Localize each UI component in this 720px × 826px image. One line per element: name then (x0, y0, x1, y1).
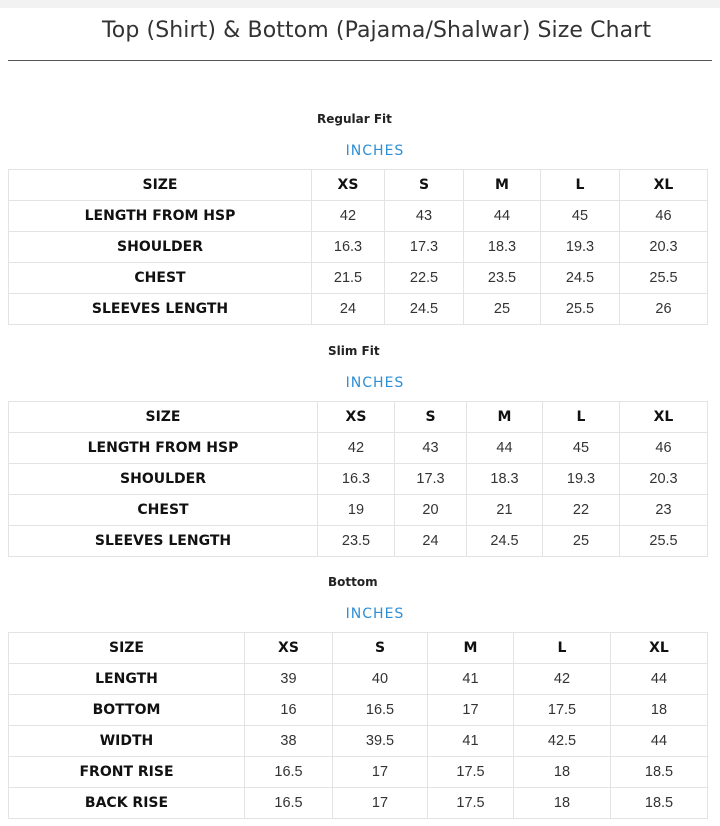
measurement-value: 19.3 (541, 232, 620, 263)
regular-fit-table (8, 169, 708, 325)
measurement-value: 25 (543, 526, 620, 557)
measurement-label: LENGTH (9, 664, 245, 695)
measurement-value: 17 (428, 695, 514, 726)
measurement-label: CHEST (9, 495, 318, 526)
measurement-value: 38 (245, 726, 333, 757)
measurement-value: 44 (611, 726, 708, 757)
measurement-value: 44 (464, 201, 541, 232)
measurement-value: 25 (464, 294, 541, 325)
measurement-value: 17 (333, 788, 428, 819)
table-header-row (9, 633, 708, 664)
measurement-value: 16.3 (312, 232, 385, 263)
page-title: Top (Shirt) & Bottom (Pajama/Shalwar) Size Chart (102, 18, 652, 43)
measurement-value: 24.5 (467, 526, 543, 557)
size-m-header: M (464, 170, 541, 201)
size-l-header: L (514, 633, 611, 664)
measurement-value: 41 (428, 726, 514, 757)
measurement-value: 18 (514, 757, 611, 788)
measurement-value: 23.5 (318, 526, 395, 557)
measurement-value: 42 (312, 201, 385, 232)
table-row (9, 526, 708, 557)
size-xl-header: XL (611, 633, 708, 664)
table-row (9, 464, 708, 495)
size-column-header: SIZE (9, 633, 245, 664)
measurement-label: SLEEVES LENGTH (9, 294, 312, 325)
measurement-value: 16.5 (245, 788, 333, 819)
measurement-value: 42 (318, 433, 395, 464)
size-l-header: L (541, 170, 620, 201)
measurement-value: 18 (611, 695, 708, 726)
table-row (9, 433, 708, 464)
table-row (9, 232, 708, 263)
size-xs-header: XS (245, 633, 333, 664)
table-row (9, 495, 708, 526)
measurement-value: 26 (620, 294, 708, 325)
table-header-row (9, 170, 708, 201)
size-m-header: M (428, 633, 514, 664)
measurement-value: 44 (467, 433, 543, 464)
measurement-value: 20.3 (620, 464, 708, 495)
measurement-value: 17.3 (385, 232, 464, 263)
slim-fit-table (8, 401, 708, 557)
measurement-value: 40 (333, 664, 428, 695)
section-label-bottom: Bottom (328, 575, 378, 589)
measurement-label: BACK RISE (9, 788, 245, 819)
measurement-value: 17.5 (428, 788, 514, 819)
measurement-value: 16.5 (333, 695, 428, 726)
table-header-row (9, 402, 708, 433)
top-band (0, 0, 720, 8)
size-l-header: L (543, 402, 620, 433)
table-row (9, 664, 708, 695)
measurement-value: 25.5 (620, 526, 708, 557)
units-label-bottom: INCHES (345, 606, 405, 622)
measurement-value: 22.5 (385, 263, 464, 294)
measurement-value: 17 (333, 757, 428, 788)
size-s-header: S (395, 402, 467, 433)
size-column-header: SIZE (9, 170, 312, 201)
section-label-slim-fit: Slim Fit (328, 344, 380, 358)
measurement-value: 18.5 (611, 788, 708, 819)
measurement-value: 24 (395, 526, 467, 557)
measurement-value: 42 (514, 664, 611, 695)
measurement-value: 21 (467, 495, 543, 526)
measurement-label: BOTTOM (9, 695, 245, 726)
measurement-label: SLEEVES LENGTH (9, 526, 318, 557)
measurement-value: 20 (395, 495, 467, 526)
table-row (9, 788, 708, 819)
measurement-value: 17.5 (428, 757, 514, 788)
measurement-value: 22 (543, 495, 620, 526)
measurement-label: SHOULDER (9, 232, 312, 263)
measurement-value: 24.5 (385, 294, 464, 325)
measurement-label: WIDTH (9, 726, 245, 757)
measurement-value: 18 (514, 788, 611, 819)
size-s-header: S (385, 170, 464, 201)
measurement-label: SHOULDER (9, 464, 318, 495)
table-row (9, 294, 708, 325)
size-xl-header: XL (620, 402, 708, 433)
measurement-value: 18.5 (611, 757, 708, 788)
table-row (9, 263, 708, 294)
measurement-value: 20.3 (620, 232, 708, 263)
measurement-value: 43 (395, 433, 467, 464)
size-column-header: SIZE (9, 402, 318, 433)
measurement-value: 17.3 (395, 464, 467, 495)
measurement-value: 25.5 (541, 294, 620, 325)
measurement-value: 23 (620, 495, 708, 526)
measurement-value: 42.5 (514, 726, 611, 757)
measurement-value: 19.3 (543, 464, 620, 495)
size-xs-header: XS (318, 402, 395, 433)
measurement-value: 45 (543, 433, 620, 464)
measurement-value: 21.5 (312, 263, 385, 294)
measurement-value: 16.3 (318, 464, 395, 495)
table-row (9, 695, 708, 726)
table-row (9, 201, 708, 232)
measurement-value: 18.3 (464, 232, 541, 263)
title-divider (8, 60, 712, 61)
measurement-label: LENGTH FROM HSP (9, 433, 318, 464)
size-xs-header: XS (312, 170, 385, 201)
measurement-value: 43 (385, 201, 464, 232)
measurement-label: LENGTH FROM HSP (9, 201, 312, 232)
measurement-value: 16.5 (245, 757, 333, 788)
size-s-header: S (333, 633, 428, 664)
measurement-value: 18.3 (467, 464, 543, 495)
table-row (9, 726, 708, 757)
measurement-value: 16 (245, 695, 333, 726)
measurement-value: 46 (620, 201, 708, 232)
bottom-table (8, 632, 708, 819)
units-label-slim-fit: INCHES (345, 375, 405, 391)
measurement-value: 45 (541, 201, 620, 232)
measurement-value: 24.5 (541, 263, 620, 294)
measurement-value: 39.5 (333, 726, 428, 757)
size-m-header: M (467, 402, 543, 433)
measurement-value: 39 (245, 664, 333, 695)
measurement-value: 46 (620, 433, 708, 464)
table-row (9, 757, 708, 788)
section-label-regular-fit: Regular Fit (317, 112, 392, 126)
units-label-regular-fit: INCHES (345, 143, 405, 159)
measurement-label: CHEST (9, 263, 312, 294)
measurement-label: FRONT RISE (9, 757, 245, 788)
measurement-value: 17.5 (514, 695, 611, 726)
measurement-value: 19 (318, 495, 395, 526)
size-xl-header: XL (620, 170, 708, 201)
measurement-value: 23.5 (464, 263, 541, 294)
measurement-value: 44 (611, 664, 708, 695)
measurement-value: 25.5 (620, 263, 708, 294)
measurement-value: 24 (312, 294, 385, 325)
measurement-value: 41 (428, 664, 514, 695)
